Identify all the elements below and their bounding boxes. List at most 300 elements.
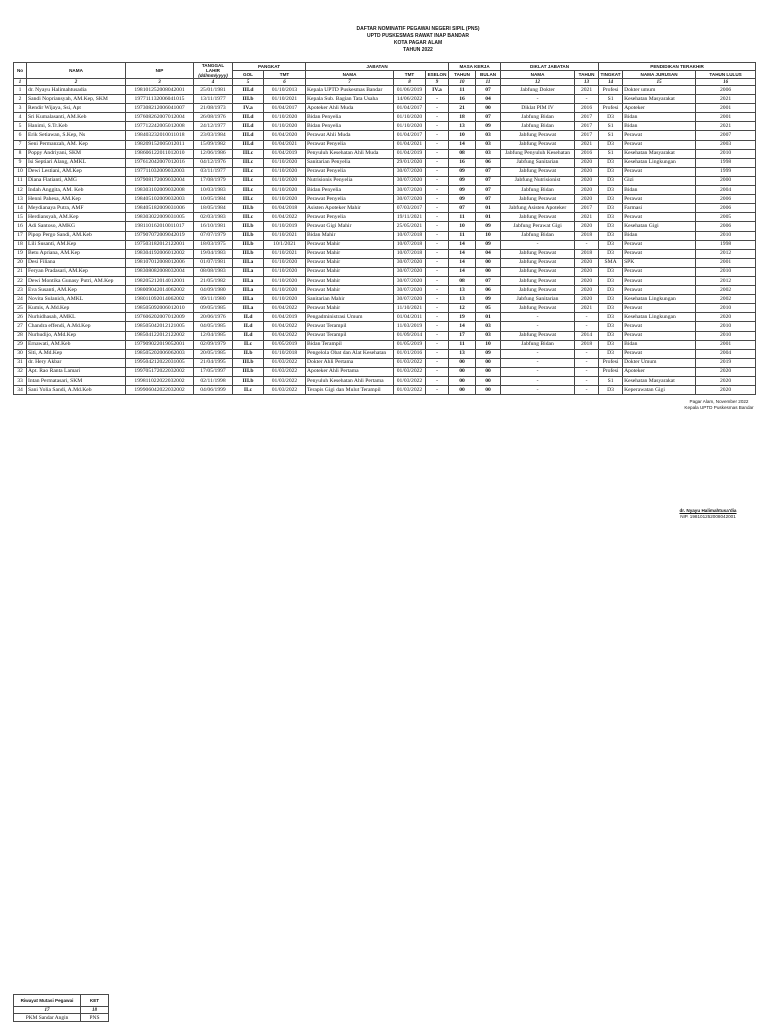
education-major-cell: Kesehatan Lingkungan xyxy=(623,313,696,322)
masa-kerja-bulan-cell: 06 xyxy=(476,158,501,167)
eselon-cell: - xyxy=(426,149,449,158)
nip-cell: 198101252008042001 xyxy=(126,86,194,95)
nip-cell: 199906042022032002 xyxy=(126,386,194,395)
jabatan-tmt-cell: 30/07/2020 xyxy=(394,276,426,285)
pangkat-tmt-cell: 01/04/2021 xyxy=(264,140,306,149)
row-number-cell: 18 xyxy=(14,240,27,249)
birth-date-cell: 17/08/1979 xyxy=(194,176,233,185)
signatory-name: dr. Nyayu Halimahtusa'dia xyxy=(679,508,737,513)
golongan-cell: III.c xyxy=(233,176,264,185)
graduation-year-cell: 2012 xyxy=(696,249,756,258)
golongan-cell: III.a xyxy=(233,295,264,304)
eselon-cell: - xyxy=(426,213,449,222)
education-major-cell: Kesehatan Masyarakat xyxy=(623,377,696,386)
diklat-year-cell: 2017 xyxy=(575,131,599,140)
jabatan-name-cell: Perawat Penyelia xyxy=(306,167,394,176)
diklat-year-cell: 2021 xyxy=(575,213,599,222)
birth-date-cell: 21/08/1973 xyxy=(194,104,233,113)
row-number-cell: 23 xyxy=(14,286,27,295)
masa-kerja-bulan-cell: 01 xyxy=(476,204,501,213)
nip-cell: 198505092006012010 xyxy=(126,304,194,313)
header-diklat-jabatan: DIKLAT JABATAN xyxy=(501,63,599,71)
masa-kerja-bulan-cell: 10 xyxy=(476,231,501,240)
row-number-cell: 10 xyxy=(14,167,27,176)
header-jabatan-nama: NAMA xyxy=(306,71,394,79)
graduation-year-cell: 2003 xyxy=(696,140,756,149)
education-level-cell: D3 xyxy=(599,231,623,240)
birth-date-cell: 18/03/1975 xyxy=(194,240,233,249)
birth-date-cell: 18/05/1984 xyxy=(194,204,233,213)
row-number-cell: 27 xyxy=(14,322,27,331)
table-row xyxy=(14,349,756,358)
eselon-cell: - xyxy=(426,349,449,358)
jabatan-name-cell: Perawat Mahir xyxy=(306,286,394,295)
diklat-name-cell: Jabfung Bidan xyxy=(501,122,575,131)
graduation-year-cell: 2010 xyxy=(696,231,756,240)
employee-name-cell: Sri Kumalasanti, AM.Keb xyxy=(27,113,126,122)
birth-date-cell: 16/10/1981 xyxy=(194,222,233,231)
eselon-cell: - xyxy=(426,258,449,267)
golongan-cell: III.c xyxy=(233,149,264,158)
employee-name-cell: Dewi Montika Gunasy Putri, AM.Kep xyxy=(27,276,126,285)
diklat-name-cell: Jabfung Bidan xyxy=(501,231,575,240)
masa-kerja-bulan-cell: 09 xyxy=(476,349,501,358)
golongan-cell: II.d xyxy=(233,322,264,331)
header-tingkat: TINGKAT xyxy=(600,72,621,77)
column-number: 11 xyxy=(476,79,501,86)
header-tanggal-lahir-line1: TANGGAL xyxy=(201,63,225,68)
education-major-cell: Bidan xyxy=(623,186,696,195)
eselon-cell: - xyxy=(426,131,449,140)
employee-name-cell: Sandi Nopriansyah, AM.Kep, SKM xyxy=(27,95,126,104)
jabatan-tmt-cell: 01/06/2019 xyxy=(394,86,426,95)
diklat-year-cell: 2018 xyxy=(575,231,599,240)
jabatan-name-cell: Perawat Mahir xyxy=(306,276,394,285)
eselon-cell: - xyxy=(426,158,449,167)
document-subtitle-city: KOTA PAGAR ALAM xyxy=(393,40,443,46)
masa-kerja-tahun-cell: 14 xyxy=(449,240,476,249)
nip-cell: 199811022022032002 xyxy=(126,377,194,386)
education-level-cell: D3 xyxy=(599,113,623,122)
employee-name-cell: Feryan Pradasari, AM.Kep xyxy=(27,267,126,276)
jabatan-name-cell: Pengelola Obat dan Alat Kesehatan xyxy=(306,349,394,358)
ket-value: PNS xyxy=(81,1014,109,1022)
graduation-year-cell: 2006 xyxy=(696,204,756,213)
header-nip: NIP xyxy=(126,63,194,79)
graduation-year-cell: 2020 xyxy=(696,386,756,395)
education-major-cell: Perawat xyxy=(623,240,696,249)
column-number: 15 xyxy=(623,79,696,86)
education-level-cell: Profesi xyxy=(599,358,623,367)
row-number-cell: 28 xyxy=(14,331,27,340)
diklat-year-cell: 2020 xyxy=(575,195,599,204)
header-diklat-tahun: TAHUN xyxy=(575,71,599,79)
header-masa-kerja-tahun: TAHUN xyxy=(449,71,476,79)
education-major-cell: Kesehatan Masyarakat xyxy=(623,149,696,158)
table-row xyxy=(14,258,756,267)
jabatan-tmt-cell: 01/03/2022 xyxy=(394,386,426,395)
diklat-year-cell: 2017 xyxy=(575,113,599,122)
eselon-cell: - xyxy=(426,195,449,204)
masa-kerja-tahun-cell: 14 xyxy=(449,140,476,149)
jabatan-tmt-cell: 11/03/2019 xyxy=(394,322,426,331)
diklat-year-cell: 2017 xyxy=(575,204,599,213)
table-row xyxy=(14,86,756,95)
masa-kerja-bulan-cell: 03 xyxy=(476,131,501,140)
eselon-cell: - xyxy=(426,222,449,231)
diklat-name-cell: Jabfung Bidan xyxy=(501,186,575,195)
row-number-cell: 19 xyxy=(14,249,27,258)
eselon-cell: - xyxy=(426,140,449,149)
masa-kerja-tahun-cell: 09 xyxy=(449,167,476,176)
column-number: 4 xyxy=(194,79,233,86)
employee-name-cell: Diana Flatianti, AMG xyxy=(27,176,126,185)
pangkat-tmt-cell: 01/04/2019 xyxy=(264,313,306,322)
eselon-cell: - xyxy=(426,186,449,195)
diklat-year-cell: 2016 xyxy=(575,104,599,113)
nip-cell: 198107012008012006 xyxy=(126,258,194,267)
pangkat-tmt-cell: 01/03/2022 xyxy=(264,386,306,395)
golongan-cell: II.b xyxy=(233,349,264,358)
jabatan-tmt-cell: 30/07/2020 xyxy=(394,286,426,295)
graduation-year-cell: 2000 xyxy=(696,176,756,185)
diklat-name-cell: Jabfung Asisten Apoteker xyxy=(501,204,575,213)
table-row xyxy=(14,276,756,285)
golongan-cell: III.b xyxy=(233,231,264,240)
row-number-cell: 25 xyxy=(14,304,27,313)
birth-date-cell: 01/07/1981 xyxy=(194,258,233,267)
eselon-cell: - xyxy=(426,231,449,240)
masa-kerja-tahun-cell: 12 xyxy=(449,304,476,313)
column-number: 8 xyxy=(394,79,426,86)
employee-name-cell: Hanimi, S.Tr.Keb xyxy=(27,122,126,131)
employee-name-cell: Seni Permanzah, AM. Kep xyxy=(27,140,126,149)
header-masa-kerja-bulan: BULAN xyxy=(476,71,501,79)
row-number-cell: 4 xyxy=(14,113,27,122)
jabatan-name-cell: Bidan Terampil xyxy=(306,340,394,349)
masa-kerja-tahun-cell: 11 xyxy=(449,340,476,349)
row-number-cell: 6 xyxy=(14,131,27,140)
diklat-name-cell: - xyxy=(501,386,575,395)
employee-name-cell: Meydianaya Putra, AMF xyxy=(27,204,126,213)
pangkat-tmt-cell: 01/10/2020 xyxy=(264,258,306,267)
diklat-year-cell: - xyxy=(575,349,599,358)
masa-kerja-tahun-cell: 19 xyxy=(449,313,476,322)
masa-kerja-bulan-cell: 09 xyxy=(476,295,501,304)
graduation-year-cell: 2001 xyxy=(696,340,756,349)
masa-kerja-tahun-cell: 14 xyxy=(449,258,476,267)
birth-date-cell: 09/05/1985 xyxy=(194,304,233,313)
masa-kerja-bulan-cell: 07 xyxy=(476,167,501,176)
nip-cell: 198009042014062002 xyxy=(126,286,194,295)
employee-name-cell: Eva Susanti, AM.Kep xyxy=(27,286,126,295)
eselon-cell: - xyxy=(426,358,449,367)
jabatan-name-cell: Kepala UPTD Puskesmas Bandar xyxy=(306,86,394,95)
row-number-cell: 21 xyxy=(14,267,27,276)
diklat-name-cell: Jabfung Perawat xyxy=(501,304,575,313)
jabatan-tmt-cell: 07/03/2017 xyxy=(394,204,426,213)
nip-cell: 198606122011012010 xyxy=(126,149,194,158)
document-subtitle-office: UPTD PUSKESMAS RAWAT INAP BANDAR xyxy=(366,33,470,39)
jabatan-tmt-cell: 01/09/2014 xyxy=(394,331,426,340)
golongan-cell: III.d xyxy=(233,131,264,140)
diklat-name-cell: Jabfung Perawat xyxy=(501,249,575,258)
pangkat-tmt-cell: 01/10/2020 xyxy=(264,122,306,131)
education-major-cell: Bidan xyxy=(623,122,696,131)
table-row xyxy=(14,149,756,158)
golongan-cell: III.b xyxy=(233,377,264,386)
diklat-name-cell: - xyxy=(501,95,575,104)
birth-date-cell: 21/05/1982 xyxy=(194,276,233,285)
golongan-cell: II.c xyxy=(233,340,264,349)
masa-kerja-tahun-cell: 14 xyxy=(449,267,476,276)
header-jabatan-tmt: TMT xyxy=(394,71,426,79)
diklat-year-cell: 2020 xyxy=(575,267,599,276)
eselon-cell: - xyxy=(426,240,449,249)
diklat-name-cell: - xyxy=(501,377,575,386)
table-row xyxy=(14,104,756,113)
nip-cell: 199504212022031005 xyxy=(126,358,194,367)
jabatan-name-cell: Perawat Mahir xyxy=(306,267,394,276)
graduation-year-cell: 2020 xyxy=(696,313,756,322)
nip-cell: 197908172009032004 xyxy=(126,176,194,185)
golongan-cell: III.b xyxy=(233,367,264,376)
eselon-cell: - xyxy=(426,113,449,122)
mutation-number-row xyxy=(14,1007,109,1014)
pangkat-tmt-cell: 01/10/2019 xyxy=(264,222,306,231)
row-number-cell: 26 xyxy=(14,313,27,322)
jabatan-tmt-cell: 01/10/2020 xyxy=(394,122,426,131)
column-number: 14 xyxy=(599,79,623,86)
masa-kerja-bulan-cell: 03 xyxy=(476,149,501,158)
employee-name-cell: Kumis, A.Md.Kep xyxy=(27,304,126,313)
row-number-cell: 15 xyxy=(14,213,27,222)
masa-kerja-bulan-cell: 04 xyxy=(476,95,501,104)
diklat-name-cell: Jabfung Penyuluh Kesehatan xyxy=(501,149,575,158)
employee-name-cell: dr. Hery Akbar xyxy=(27,358,126,367)
jabatan-tmt-cell: 01/01/2016 xyxy=(394,349,426,358)
graduation-year-cell: 2021 xyxy=(696,95,756,104)
birth-date-cell: 13/11/1977 xyxy=(194,95,233,104)
masa-kerja-tahun-cell: 11 xyxy=(449,231,476,240)
header-eselon: ESELON xyxy=(426,71,449,79)
pangkat-tmt-cell: 01/04/2019 xyxy=(264,149,306,158)
education-level-cell: D3 xyxy=(599,249,623,258)
education-level-cell: D3 xyxy=(599,204,623,213)
masa-kerja-bulan-cell: 00 xyxy=(476,258,501,267)
diklat-year-cell: 2017 xyxy=(575,122,599,131)
nip-cell: 198110162010011017 xyxy=(126,222,194,231)
employee-name-cell: Lili Susanti, AM.Kep xyxy=(27,240,126,249)
graduation-year-cell: 2010 xyxy=(696,149,756,158)
birth-date-cell: 24/12/1977 xyxy=(194,122,233,131)
jabatan-tmt-cell: 01/04/2017 xyxy=(394,104,426,113)
masa-kerja-bulan-cell: 03 xyxy=(476,140,501,149)
jabatan-name-cell: Perawat Ahli Muda xyxy=(306,131,394,140)
education-major-cell: Perawat xyxy=(623,331,696,340)
nip-cell: 197503182012122001 xyxy=(126,240,194,249)
golongan-cell: III.b xyxy=(233,358,264,367)
pangkat-tmt-cell: 01/10/2020 xyxy=(264,286,306,295)
education-major-cell: Kesehatan Masyarakat xyxy=(623,95,696,104)
employee-name-cell: Ernawati, AM.Keb xyxy=(27,340,126,349)
diklat-name-cell: Jabfung Sanitarian xyxy=(501,158,575,167)
eselon-cell: - xyxy=(426,322,449,331)
masa-kerja-bulan-cell: 00 xyxy=(476,267,501,276)
row-number-cell: 7 xyxy=(14,140,27,149)
pangkat-tmt-cell: 01/10/2021 xyxy=(264,95,306,104)
column-number: 7 xyxy=(306,79,394,86)
row-number-cell: 34 xyxy=(14,386,27,395)
nip-cell: 198505042012121005 xyxy=(126,322,194,331)
graduation-year-cell: 2005 xyxy=(696,213,756,222)
table-row xyxy=(14,176,756,185)
birth-date-cell: 04/06/1999 xyxy=(194,386,233,395)
nip-cell: 198308082008032004 xyxy=(126,267,194,276)
education-level-cell: D3 xyxy=(599,222,623,231)
education-level-cell: D3 xyxy=(599,331,623,340)
education-level-cell: D3 xyxy=(599,313,623,322)
golongan-cell: III.d xyxy=(233,140,264,149)
pangkat-tmt-cell: 01/03/2022 xyxy=(264,367,306,376)
masa-kerja-tahun-cell: 00 xyxy=(449,377,476,386)
pangkat-tmt-cell: 01/03/2022 xyxy=(264,358,306,367)
jabatan-tmt-cell: 25/05/2021 xyxy=(394,222,426,231)
diklat-year-cell: - xyxy=(575,367,599,376)
employee-name-cell: Herdiansyah, AM.Kep xyxy=(27,213,126,222)
masa-kerja-tahun-cell: 09 xyxy=(449,186,476,195)
table-row xyxy=(14,131,756,140)
jabatan-name-cell: Asisten Apoteker Mahir xyxy=(306,204,394,213)
eselon-cell: - xyxy=(426,176,449,185)
education-major-cell: Gizi xyxy=(623,176,696,185)
column-number: 1 xyxy=(14,79,27,86)
header-tanggal-lahir xyxy=(194,63,233,79)
graduation-year-cell: 2021 xyxy=(696,122,756,131)
signature-header xyxy=(682,399,756,411)
jabatan-tmt-cell: 14/06/2022 xyxy=(394,95,426,104)
pangkat-tmt-cell: 01/10/2020 xyxy=(264,267,306,276)
pangkat-tmt-cell: 01/10/2021 xyxy=(264,249,306,258)
row-number-cell: 2 xyxy=(14,95,27,104)
table-row xyxy=(14,113,756,122)
jabatan-name-cell: Bidan Penyelia xyxy=(306,186,394,195)
jabatan-name-cell: Nutrisionis Penyelia xyxy=(306,176,394,185)
row-number-cell: 30 xyxy=(14,349,27,358)
education-level-cell: D3 xyxy=(599,186,623,195)
row-number-cell: 17 xyxy=(14,231,27,240)
diklat-year-cell: - xyxy=(575,313,599,322)
signature-place-date: Pagar Alam, November 2022 xyxy=(689,399,749,404)
masa-kerja-bulan-cell: 05 xyxy=(476,304,501,313)
jabatan-tmt-cell: 19/11/2021 xyxy=(394,213,426,222)
golongan-cell: II.c xyxy=(233,386,264,395)
golongan-cell: III.c xyxy=(233,195,264,204)
diklat-name-cell: Jabfung Perawat xyxy=(501,213,575,222)
education-level-cell: D3 xyxy=(599,304,623,313)
eselon-cell: - xyxy=(426,386,449,395)
jabatan-tmt-cell: 01/03/2022 xyxy=(394,377,426,386)
diklat-year-cell: 2020 xyxy=(575,258,599,267)
nip-cell: 197711032009032003 xyxy=(126,167,194,176)
jabatan-tmt-cell: 01/04/2011 xyxy=(394,313,426,322)
education-major-cell: Perawat xyxy=(623,322,696,331)
pangkat-tmt-cell: 01/03/2022 xyxy=(264,377,306,386)
nip-cell: 198205212014012001 xyxy=(126,276,194,285)
jabatan-name-cell: Sanitarian Mahir xyxy=(306,295,394,304)
birth-date-cell: 19/04/1983 xyxy=(194,249,233,258)
table-row xyxy=(14,167,756,176)
employee-name-cell: Henni Pahesa, AM.Kep xyxy=(27,195,126,204)
diklat-name-cell: Jabfung Perawat Gigi xyxy=(501,222,575,231)
diklat-year-cell: - xyxy=(575,358,599,367)
pangkat-tmt-cell: 01/10/2020 xyxy=(264,276,306,285)
golongan-cell: III.a xyxy=(233,267,264,276)
table-row xyxy=(14,377,756,386)
pangkat-tmt-cell: 01/10/2020 xyxy=(264,167,306,176)
education-major-cell: Dokter Umum xyxy=(623,358,696,367)
education-level-cell: D3 xyxy=(599,167,623,176)
eselon-cell: - xyxy=(426,249,449,258)
pangkat-tmt-cell: 01/10/2018 xyxy=(264,349,306,358)
pangkat-tmt-cell: 01/05/2019 xyxy=(264,340,306,349)
nip-cell: 197907072009042019 xyxy=(126,231,194,240)
diklat-name-cell: Jabfung Bidan xyxy=(501,340,575,349)
masa-kerja-bulan-cell: 10 xyxy=(476,340,501,349)
graduation-year-cell: 2002 xyxy=(696,286,756,295)
diklat-year-cell: 2020 xyxy=(575,158,599,167)
birth-date-cell: 07/07/1979 xyxy=(194,231,233,240)
education-level-cell: D3 xyxy=(599,276,623,285)
birth-date-cell: 02/03/1983 xyxy=(194,213,233,222)
golongan-cell: III.c xyxy=(233,213,264,222)
employee-name-cell: Siti, A.Md.Kep xyxy=(27,349,126,358)
jabatan-name-cell: Perawat Gigi Mahir xyxy=(306,222,394,231)
diklat-name-cell: Jabfung Perawat xyxy=(501,331,575,340)
employee-name-cell: Nurhudijo, AMd.Kep xyxy=(27,331,126,340)
jabatan-name-cell: Penyuluh Kesehatan Ahli Muda xyxy=(306,149,394,158)
table-row xyxy=(14,367,756,376)
row-number-cell: 1 xyxy=(14,86,27,95)
masa-kerja-tahun-cell: 16 xyxy=(449,95,476,104)
education-major-cell: Perawat xyxy=(623,276,696,285)
graduation-year-cell: 2006 xyxy=(696,195,756,204)
employee-name-cell: Rendir Wijaya, Ssi, Apt xyxy=(27,104,126,113)
eselon-cell: - xyxy=(426,304,449,313)
nip-cell: 198304192006012002 xyxy=(126,249,194,258)
diklat-name-cell: Jabfung Nutrisionist xyxy=(501,176,575,185)
column-number: 3 xyxy=(126,79,194,86)
ket-col-number: 18 xyxy=(81,1007,109,1014)
eselon-cell: - xyxy=(426,286,449,295)
diklat-year-cell: 2018 xyxy=(575,340,599,349)
masa-kerja-tahun-cell: 11 xyxy=(449,86,476,95)
golongan-cell: III.b xyxy=(233,204,264,213)
header-pangkat-tmt: TMT xyxy=(264,71,306,79)
header-nama-jurusan: NAMA JURUSAN xyxy=(623,71,696,79)
jabatan-name-cell: Penyuluh Kesehatan Ahli Pertama xyxy=(306,377,394,386)
education-level-cell: D3 xyxy=(599,349,623,358)
masa-kerja-bulan-cell: 00 xyxy=(476,386,501,395)
diklat-year-cell: - xyxy=(575,377,599,386)
employee-name-cell: Dewi Lestiani, AM.Kep xyxy=(27,167,126,176)
mutation-history-table xyxy=(13,994,109,1022)
diklat-year-cell: 2014 xyxy=(575,331,599,340)
birth-date-cell: 12/06/1986 xyxy=(194,149,233,158)
masa-kerja-tahun-cell: 13 xyxy=(449,286,476,295)
eselon-cell: - xyxy=(426,295,449,304)
golongan-cell: IV.a xyxy=(233,104,264,113)
